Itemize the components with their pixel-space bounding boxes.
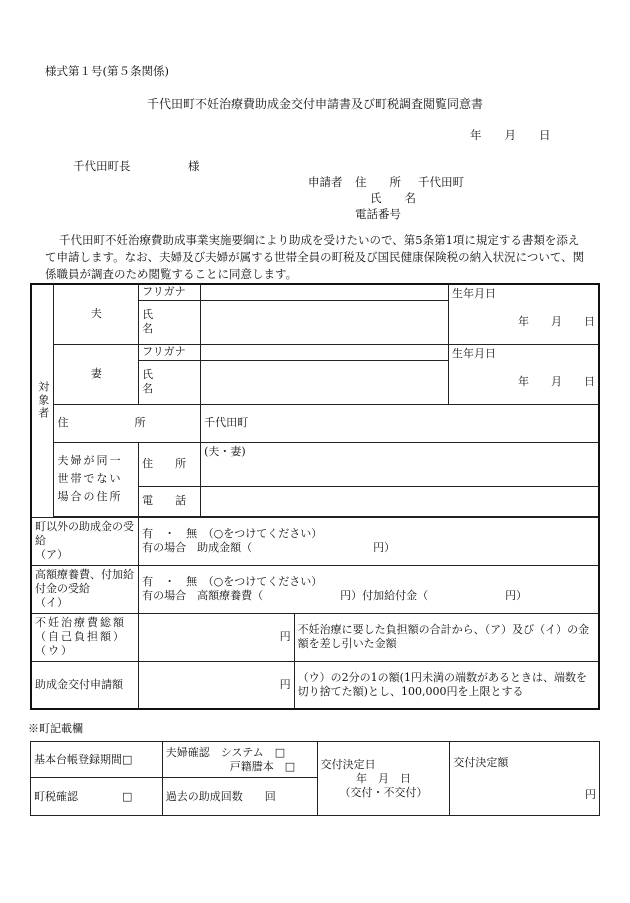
- form-number: 様式第１号(第５条関係): [45, 64, 169, 78]
- wife-birth-cell[interactable]: [448, 344, 599, 404]
- husband-furigana-label: フリガナ: [139, 284, 201, 300]
- husband-name-label: 氏 名: [139, 300, 201, 344]
- decision-date-cell[interactable]: [317, 742, 450, 816]
- subject-label: 対象者: [31, 284, 54, 517]
- wife-name-field[interactable]: [201, 360, 449, 404]
- row-i-line1: 有 ・ 無 （○をつけてください）: [142, 575, 323, 588]
- separate-address-label: 夫婦が同一世帯でない場合の住所: [54, 442, 139, 516]
- wife-name-label: 氏 名: [139, 360, 201, 404]
- decision-choice: （交付・不交付）: [339, 785, 428, 799]
- past-count[interactable]: 過去の助成回数 回: [162, 778, 317, 816]
- row-req-label: 助成金交付申請額: [31, 661, 139, 709]
- row-u-sub: （ウ）: [35, 644, 74, 657]
- row-i-content[interactable]: [139, 565, 599, 613]
- applicant-label: 申請者: [308, 175, 343, 189]
- wife-label: 妻: [54, 344, 139, 404]
- row-req-unit: 円: [279, 677, 291, 691]
- row-a-label: 町以外の助成金の受給: [35, 520, 134, 547]
- wife-furigana-field[interactable]: [201, 344, 449, 360]
- couple-check: 夫婦確認 システム □: [165, 745, 286, 759]
- separate-address-value: (夫・妻): [204, 444, 246, 458]
- wife-birth-label: 生年月日: [451, 346, 496, 360]
- applicant-phone-label: 電話番号: [355, 207, 401, 221]
- row-a-line1: 有 ・ 無 （○をつけてください）: [142, 527, 323, 540]
- row-u-amount-field[interactable]: [139, 613, 295, 661]
- husband-furigana-field[interactable]: [201, 284, 449, 300]
- row-a-label-cell: [31, 517, 139, 565]
- office-table: [30, 741, 600, 816]
- row-i-label-cell: [31, 565, 139, 613]
- row-req-amount-field[interactable]: [139, 661, 295, 709]
- row-u-unit: 円: [279, 630, 291, 643]
- decision-amount-cell[interactable]: [450, 742, 600, 816]
- separate-phone-field[interactable]: [201, 486, 599, 516]
- husband-label: 夫: [54, 284, 139, 344]
- decision-ymd: 年 月 日: [355, 771, 411, 785]
- date-line: 年 月 日: [470, 128, 551, 142]
- applicant-name-label: 氏 名: [370, 191, 416, 205]
- row-u-label-cell: [31, 613, 139, 661]
- tax-check[interactable]: 町税確認 □: [31, 778, 163, 816]
- address-value: 千代田町: [204, 416, 249, 429]
- row-a-line2: 有の場合 助成金額（ 円）: [142, 541, 396, 554]
- applicant-address-value: 千代田町: [418, 175, 464, 189]
- decision-date-label: 交付決定日: [320, 757, 376, 771]
- row-u-label: 不妊治療費総額（自己負担額）: [35, 616, 126, 643]
- addressee-honorific: 様: [188, 159, 200, 173]
- separate-phone-label: 電 話: [139, 486, 201, 516]
- wife-birth-ymd: 年 月 日: [518, 374, 595, 388]
- row-req-note: （ウ）の2分の1の額(1円未満の端数があるときは、端数を切り捨てた額)とし、100,000円を上限とする: [294, 661, 599, 709]
- row-i-sub: （イ）: [35, 596, 68, 609]
- intro-text: 千代田町不妊治療費助成事業実施要綱により助成を受けたいので、第5条第1項に規定する書類を添えて申請します。なお、夫婦及び夫婦が属する世帯全員の町税及び国民健康保険税の納入状況について、関係職員が調査のため閲覧することに同意します。: [45, 233, 585, 281]
- basic-reg-check[interactable]: 基本台帳登録期間□: [31, 742, 163, 778]
- wife-furigana-label: フリガナ: [139, 344, 201, 360]
- husband-birth-label: 生年月日: [451, 287, 496, 300]
- address-label: 住 所: [54, 404, 201, 442]
- husband-birth-ymd: 年 月 日: [518, 315, 595, 328]
- applicant-address-label: 住 所: [355, 175, 401, 189]
- couple-check-cell[interactable]: [162, 742, 317, 778]
- decision-amount-unit: 円: [585, 787, 596, 801]
- separate-address-field-label: 住 所: [139, 442, 201, 486]
- application-table: [30, 283, 600, 710]
- row-a-sub: （ア）: [35, 548, 68, 561]
- row-i-line2: 有の場合 高額療養費（ 円）付加給付金（ 円）: [142, 589, 528, 602]
- husband-birth-cell[interactable]: [448, 284, 599, 344]
- office-heading: ※町記載欄: [28, 722, 83, 735]
- decision-amount-label: 交付決定額: [453, 755, 509, 769]
- husband-name-field[interactable]: [201, 300, 449, 344]
- separate-address-field[interactable]: [201, 442, 599, 486]
- page-title: 千代田町不妊治療費助成金交付申請書及び町税調査閲覧同意書: [146, 97, 483, 111]
- koseki-check: 戸籍謄本 □: [229, 759, 296, 773]
- addressee: 千代田町長: [73, 159, 131, 173]
- row-a-content[interactable]: [139, 517, 599, 565]
- row-i-label: 高額療養費、付加給付金の受給: [35, 568, 134, 595]
- row-u-note: 不妊治療に要した負担額の合計から、（ア）及び（イ）の金額を差し引いた金額: [294, 613, 599, 661]
- address-field[interactable]: [201, 404, 599, 442]
